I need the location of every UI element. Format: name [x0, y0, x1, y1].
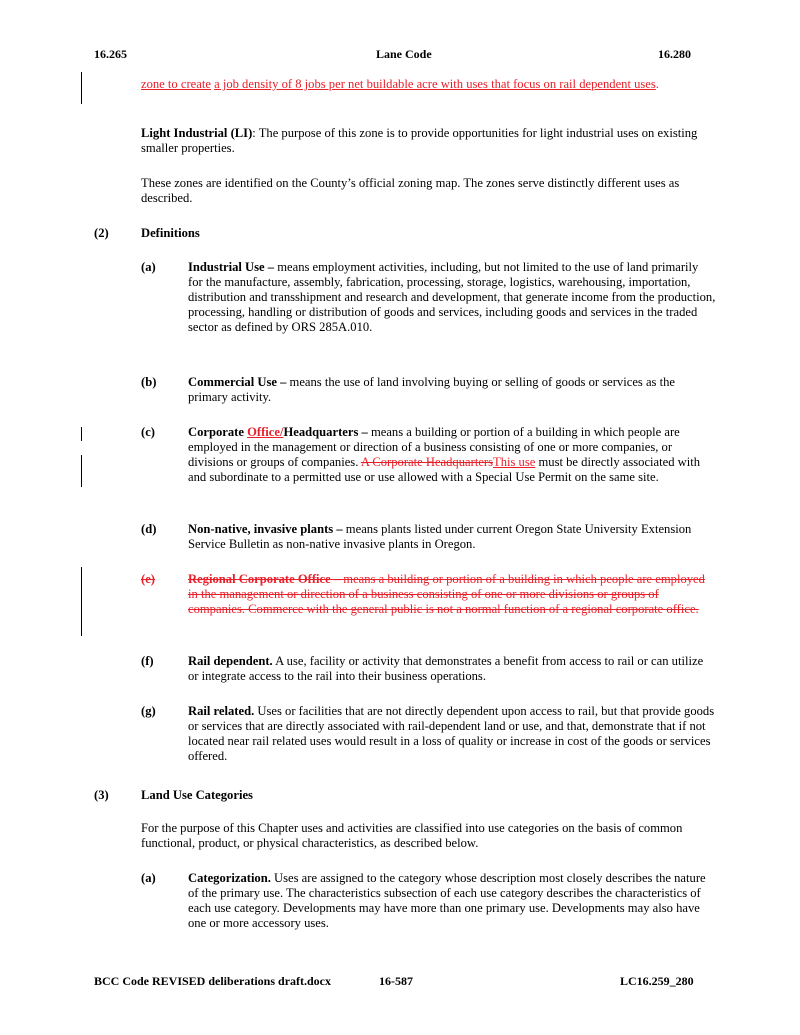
section-3-title: Land Use Categories — [141, 788, 253, 802]
definition-industrial-use: Industrial Use – means employment activities, including, but not limited to the use of land primarily for the manufacture, assembly, fabrication, processing, storage, logistics, warehousing, importation, distribution and transshipment and research and development, that generate income from the production, processing, handling or distribution of goods and services, including goods and services in the traded sector as defined by ORS 285A.010. — [188, 260, 716, 334]
section-2-number: (2) — [94, 226, 109, 240]
li-title: Light Industrial (LI) — [141, 126, 253, 140]
inserted-text: Office/ — [247, 425, 284, 439]
rail-zone-paragraph: zone to create a job density of 8 jobs per net buildable acre with uses that focus on rail dependent uses. — [141, 77, 659, 91]
definition-rail-related: Rail related. Uses or facilities that are not directly dependent upon access to rail, but that provide goods or services that are directly associated with rail-dependent land or use, and that, demonstrate that if not located near rail related uses would result in a loss of quality or increase in cost of the goods or services offered. — [188, 704, 715, 763]
light-industrial-paragraph — [141, 126, 716, 156]
item-label: (g) — [141, 704, 156, 718]
header-center: Lane Code — [376, 47, 432, 61]
header-left: 16.265 — [94, 47, 127, 61]
change-bar — [81, 72, 82, 104]
item-label: (f) — [141, 654, 154, 668]
item-label: (e) — [141, 572, 155, 586]
section-3-number: (3) — [94, 788, 109, 802]
footer-left: BCC Code REVISED deliberations draft.docx — [94, 974, 332, 988]
item-label: (c) — [141, 425, 155, 439]
change-bar — [81, 567, 82, 636]
section-3-intro: For the purpose of this Chapter uses and activities are classified into use categories on the basis of common functional, product, or physical characteristics, as described below. — [141, 821, 683, 850]
section-2-title: Definitions — [141, 226, 200, 240]
change-bar — [81, 455, 82, 487]
definition-commercial-use: Commercial Use – means the use of land involving buying or selling of goods or services as the primary activity. — [188, 375, 675, 404]
item-label: (a) — [141, 260, 156, 274]
item-label: (a) — [141, 871, 156, 885]
definition-corporate-office: Corporate Office/Headquarters – means a building or portion of a building in which people are employed in the management or direction of a business consisting of one or more companies, or divisions or groups of companies. A Corporate HeadquartersThis use must be directly associated with and subordinate to a permitted use or use allowed with a Special Use Permit on the same site. — [188, 425, 701, 484]
deleted-text: A Corporate Headquarters — [360, 455, 493, 469]
inserted-text: This use — [493, 455, 536, 469]
definition-regional-corporate-office-deleted: Regional Corporate Office – means a building or portion of a building in which people are employed in the management or direction of a business consisting of one or more divisions or groups of companies. Commerce with the general public is not a normal function of a regional corporate office. — [188, 572, 705, 616]
change-bar — [81, 427, 82, 441]
item-label: (b) — [141, 375, 157, 389]
li-text: : The purpose of this zone is to provide opportunities for light industrial uses on existing smaller properties. — [141, 126, 698, 155]
footer-center: 16-587 — [379, 974, 413, 988]
footer-right: LC16.259_280 — [620, 974, 694, 988]
item-label: (d) — [141, 522, 157, 536]
header-right: 16.280 — [658, 47, 691, 61]
zones-paragraph: These zones are identified on the County’s official zoning map. The zones serve distinctly different uses as described. — [141, 176, 680, 205]
definition-invasive-plants: Non-native, invasive plants – means plants listed under current Oregon State University Extension Service Bulletin as non-native invasive plants in Oregon. — [188, 522, 692, 551]
inserted-text: zone to create — [141, 77, 211, 91]
categorization-paragraph: Categorization. Uses are assigned to the category whose description most closely describes the nature of the primary use. The characteristics subsection of each use category describes the characteristics of each use category. Developments may have more than one primary use. Developments may also have one or more accessory uses. — [188, 871, 706, 930]
definition-rail-dependent: Rail dependent. A use, facility or activity that demonstrates a benefit from access to rail or can utilize or integrate access to the rail into their business operations. — [188, 654, 704, 683]
inserted-text: a job density of 8 jobs per net buildable acre with uses that focus on rail dependent uses — [214, 77, 656, 91]
